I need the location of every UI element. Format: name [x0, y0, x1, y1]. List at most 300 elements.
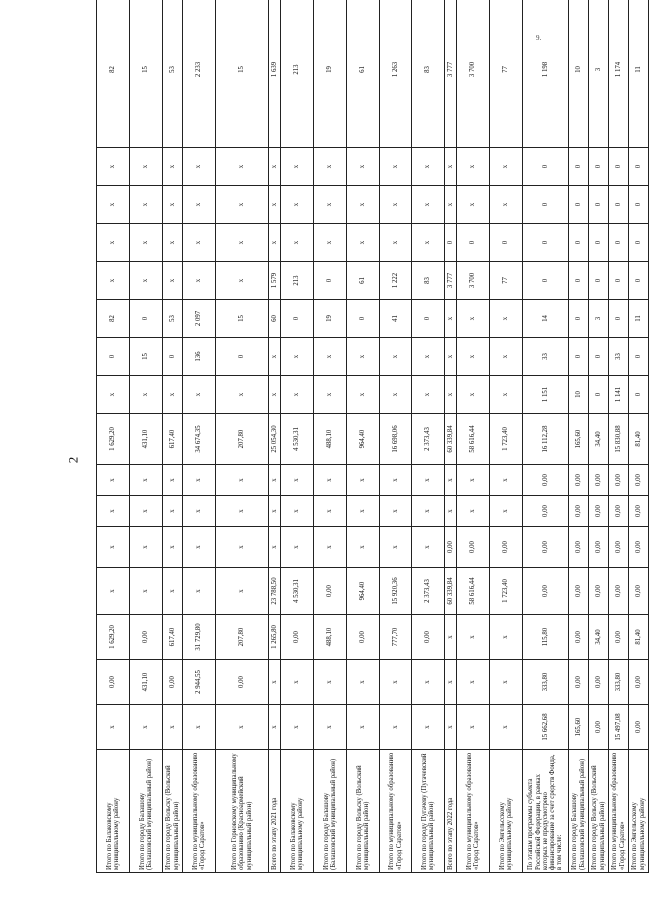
value-cell: x: [457, 186, 490, 224]
value-cell: x: [412, 496, 445, 527]
value-cell: x: [97, 705, 130, 750]
value-cell: 0,00: [589, 496, 609, 527]
value-cell: 207,80: [216, 615, 269, 660]
value-cell: 0: [569, 262, 589, 300]
value-cell: x: [269, 660, 281, 705]
value-cell: 0: [609, 262, 629, 300]
value-cell: x: [163, 705, 183, 750]
value-cell: x: [490, 376, 523, 414]
value-cell: 777,70: [380, 615, 412, 660]
value-cell: 488,10: [314, 615, 347, 660]
value-cell: 77: [490, 262, 523, 300]
value-cell: x: [163, 224, 183, 262]
value-cell: 0: [97, 338, 130, 376]
value-cell: x: [347, 660, 380, 705]
value-cell: x: [314, 186, 347, 224]
value-cell: 1 629,20: [97, 615, 130, 660]
value-cell: x: [183, 527, 216, 568]
value-cell: x: [412, 148, 445, 186]
value-cell: 1 174: [609, 0, 629, 148]
value-cell: x: [412, 338, 445, 376]
value-cell: x: [269, 527, 281, 568]
value-cell: x: [380, 527, 412, 568]
value-cell: 1 723,40: [490, 414, 523, 465]
value-cell: 213: [281, 262, 314, 300]
value-cell: 0,00: [347, 615, 380, 660]
value-cell: 0,00: [589, 705, 609, 750]
value-cell: 61: [347, 0, 380, 148]
value-cell: x: [163, 376, 183, 414]
value-cell: 0: [163, 338, 183, 376]
value-cell: x: [281, 148, 314, 186]
value-cell: x: [281, 660, 314, 705]
value-cell: 0,00: [589, 660, 609, 705]
value-cell: x: [490, 300, 523, 338]
value-cell: 207,80: [216, 414, 269, 465]
value-cell: x: [314, 496, 347, 527]
value-cell: x: [347, 496, 380, 527]
value-cell: x: [490, 148, 523, 186]
value-cell: 0: [569, 300, 589, 338]
table-row: [130, 0, 163, 873]
value-cell: 617,40: [163, 615, 183, 660]
value-cell: x: [490, 338, 523, 376]
value-cell: 16 112,28: [523, 414, 569, 465]
value-cell: x: [314, 224, 347, 262]
value-cell: 0: [609, 300, 629, 338]
value-cell: 2 233: [183, 0, 216, 148]
value-cell: x: [216, 262, 269, 300]
page-number: 2: [65, 456, 81, 464]
value-cell: 4 530,31: [281, 568, 314, 615]
value-cell: 0: [609, 224, 629, 262]
value-cell: 3 700: [457, 262, 490, 300]
value-cell: 0: [589, 338, 609, 376]
value-cell: 0: [412, 300, 445, 338]
value-cell: 33: [609, 338, 629, 376]
value-cell: x: [412, 224, 445, 262]
value-cell: 0: [523, 186, 569, 224]
value-cell: x: [130, 148, 163, 186]
value-cell: 0,00: [589, 465, 609, 496]
value-cell: 0,00: [523, 465, 569, 496]
value-cell: x: [281, 338, 314, 376]
value-cell: x: [412, 376, 445, 414]
value-cell: 0: [589, 148, 609, 186]
value-cell: x: [183, 568, 216, 615]
value-cell: 0: [569, 148, 589, 186]
value-cell: 10: [569, 0, 589, 148]
value-cell: x: [97, 496, 130, 527]
value-cell: x: [163, 148, 183, 186]
value-cell: 15: [216, 300, 269, 338]
value-cell: x: [269, 224, 281, 262]
row-label-cell: Всего по этапу 2022 года: [445, 750, 457, 873]
value-cell: x: [269, 465, 281, 496]
table-row: [183, 0, 216, 873]
value-cell: x: [163, 465, 183, 496]
value-cell: 0,00: [569, 527, 589, 568]
value-cell: 1 265,80: [269, 615, 281, 660]
value-cell: x: [183, 148, 216, 186]
value-cell: x: [183, 376, 216, 414]
value-cell: x: [457, 338, 490, 376]
value-cell: 0,00: [412, 615, 445, 660]
row-label-cell: Итого по городу Вольску (Вольский муниципальный район): [163, 750, 183, 873]
value-cell: x: [347, 224, 380, 262]
value-cell: x: [380, 338, 412, 376]
value-cell: 53: [163, 0, 183, 148]
value-cell: 15 920,36: [380, 568, 412, 615]
value-cell: x: [130, 527, 163, 568]
value-cell: x: [457, 300, 490, 338]
value-cell: 3 777: [445, 0, 457, 148]
value-cell: 0,00: [569, 615, 589, 660]
value-cell: 60 339,84: [445, 568, 457, 615]
value-cell: x: [347, 376, 380, 414]
value-cell: 15: [130, 338, 163, 376]
value-cell: x: [130, 262, 163, 300]
row-label-cell: Итого по городу Балашову (Балашовский муниципальный район): [314, 750, 347, 873]
value-cell: x: [163, 527, 183, 568]
value-cell: 964,40: [347, 414, 380, 465]
table-row: [347, 0, 380, 873]
value-cell: 0: [629, 148, 649, 186]
value-cell: x: [314, 148, 347, 186]
table-row: [97, 0, 130, 873]
value-cell: 0,00: [589, 568, 609, 615]
value-cell: x: [347, 705, 380, 750]
value-cell: 1 639: [269, 0, 281, 148]
value-cell: x: [269, 338, 281, 376]
value-cell: 0: [523, 224, 569, 262]
value-cell: 83: [412, 0, 445, 148]
value-cell: x: [445, 300, 457, 338]
value-cell: x: [347, 186, 380, 224]
value-cell: x: [281, 224, 314, 262]
row-label-cell: Итого по Балаковскому муниципальному району: [281, 750, 314, 873]
value-cell: 3: [589, 0, 609, 148]
value-cell: 2 373,43: [412, 414, 445, 465]
value-cell: x: [183, 262, 216, 300]
value-cell: 0,00: [523, 527, 569, 568]
value-cell: 0,00: [609, 496, 629, 527]
value-cell: 431,10: [130, 660, 163, 705]
value-cell: x: [97, 376, 130, 414]
table-row: [523, 0, 569, 873]
value-cell: 3: [589, 300, 609, 338]
value-cell: 19: [314, 0, 347, 148]
table-row: [457, 0, 490, 873]
value-cell: 0,00: [609, 568, 629, 615]
value-cell: 1 629,20: [97, 414, 130, 465]
value-cell: 2 097: [183, 300, 216, 338]
value-cell: x: [380, 496, 412, 527]
value-cell: x: [445, 148, 457, 186]
value-cell: x: [445, 615, 457, 660]
value-cell: x: [457, 376, 490, 414]
value-cell: 15 497,08: [609, 705, 629, 750]
value-cell: 19: [314, 300, 347, 338]
value-cell: x: [97, 465, 130, 496]
value-cell: x: [163, 186, 183, 224]
value-cell: x: [163, 568, 183, 615]
value-cell: 15: [130, 0, 163, 148]
value-cell: x: [183, 496, 216, 527]
value-cell: 0: [281, 300, 314, 338]
resettlement-table: [96, 0, 649, 873]
value-cell: 0: [609, 148, 629, 186]
value-cell: 2 373,43: [412, 568, 445, 615]
value-cell: x: [380, 465, 412, 496]
value-cell: 0: [589, 262, 609, 300]
row-label-cell: Итого по муниципальному образованию «Город Саратов»: [380, 750, 412, 873]
value-cell: 82: [97, 300, 130, 338]
table-row: [412, 0, 445, 873]
value-cell: 83: [412, 262, 445, 300]
value-cell: 0,00: [445, 527, 457, 568]
value-cell: 0: [490, 224, 523, 262]
value-cell: x: [130, 224, 163, 262]
value-cell: x: [314, 527, 347, 568]
value-cell: 165,60: [569, 414, 589, 465]
value-cell: 488,10: [314, 414, 347, 465]
value-cell: 1 579: [269, 262, 281, 300]
row-label-cell: Итого по городу Балашову (Балашовский муниципальный район): [130, 750, 163, 873]
value-cell: x: [216, 496, 269, 527]
table-row: [163, 0, 183, 873]
value-cell: x: [380, 705, 412, 750]
value-cell: 0: [457, 224, 490, 262]
table-row: [216, 0, 269, 873]
value-cell: x: [130, 496, 163, 527]
value-cell: x: [490, 660, 523, 705]
value-cell: x: [457, 465, 490, 496]
value-cell: x: [380, 224, 412, 262]
table-row: [589, 0, 609, 873]
value-cell: x: [130, 465, 163, 496]
value-cell: x: [216, 224, 269, 262]
value-cell: 617,40: [163, 414, 183, 465]
value-cell: x: [216, 568, 269, 615]
value-cell: x: [216, 376, 269, 414]
value-cell: x: [269, 186, 281, 224]
value-cell: x: [445, 376, 457, 414]
value-cell: x: [380, 660, 412, 705]
value-cell: x: [490, 496, 523, 527]
value-cell: x: [183, 224, 216, 262]
value-cell: x: [269, 496, 281, 527]
value-cell: 0,00: [629, 527, 649, 568]
value-cell: x: [183, 186, 216, 224]
value-cell: x: [97, 527, 130, 568]
value-cell: x: [281, 527, 314, 568]
value-cell: 15: [216, 0, 269, 148]
value-cell: x: [314, 705, 347, 750]
value-cell: 1 141: [609, 376, 629, 414]
value-cell: x: [347, 465, 380, 496]
value-cell: 1 723,40: [490, 568, 523, 615]
value-cell: x: [457, 615, 490, 660]
value-cell: x: [490, 615, 523, 660]
value-cell: 0,00: [629, 496, 649, 527]
value-cell: x: [130, 568, 163, 615]
value-cell: 77: [490, 0, 523, 148]
row-label-cell: Итого по городу Балашову (Балашовский муниципальный район): [569, 750, 589, 873]
value-cell: 23 788,50: [269, 568, 281, 615]
value-cell: 11: [629, 0, 649, 148]
value-cell: x: [269, 376, 281, 414]
value-cell: x: [347, 148, 380, 186]
value-cell: x: [216, 527, 269, 568]
row-label-cell: Итого по муниципальному образованию «Город Саратов»: [457, 750, 490, 873]
value-cell: x: [183, 705, 216, 750]
value-cell: 964,40: [347, 568, 380, 615]
value-cell: x: [97, 262, 130, 300]
value-cell: x: [130, 376, 163, 414]
table-row: [281, 0, 314, 873]
value-cell: x: [216, 705, 269, 750]
value-cell: 58 616,44: [457, 568, 490, 615]
value-cell: 60: [269, 300, 281, 338]
value-cell: x: [490, 186, 523, 224]
value-cell: x: [216, 148, 269, 186]
value-cell: 0,00: [629, 465, 649, 496]
value-cell: 0,00: [130, 615, 163, 660]
value-cell: x: [281, 186, 314, 224]
value-cell: 0: [569, 338, 589, 376]
value-cell: x: [445, 496, 457, 527]
value-cell: 3 777: [445, 262, 457, 300]
value-cell: 0: [314, 262, 347, 300]
value-cell: 333,80: [609, 660, 629, 705]
value-cell: x: [97, 568, 130, 615]
value-cell: x: [314, 465, 347, 496]
rotated-table-wrapper: [96, 34, 646, 873]
value-cell: 0,00: [523, 568, 569, 615]
value-cell: 58 616,44: [457, 414, 490, 465]
row-label-cell: Итого по городу Вольску (Вольский муниципальный район): [347, 750, 380, 873]
value-cell: 0,00: [569, 568, 589, 615]
value-cell: x: [445, 705, 457, 750]
value-cell: x: [445, 338, 457, 376]
value-cell: 81,40: [629, 615, 649, 660]
value-cell: 165,60: [569, 705, 589, 750]
value-cell: 333,80: [523, 660, 569, 705]
row-label-cell: Всего по этапу 2021 года: [269, 750, 281, 873]
value-cell: 15 662,68: [523, 705, 569, 750]
value-cell: x: [347, 527, 380, 568]
value-cell: 0: [589, 186, 609, 224]
value-cell: 0: [589, 376, 609, 414]
value-cell: x: [163, 262, 183, 300]
value-cell: x: [490, 705, 523, 750]
value-cell: 0: [347, 300, 380, 338]
value-cell: 34,40: [589, 414, 609, 465]
value-cell: x: [412, 186, 445, 224]
value-cell: x: [163, 496, 183, 527]
value-cell: 0,00: [163, 660, 183, 705]
value-cell: x: [412, 527, 445, 568]
value-cell: 1 151: [523, 376, 569, 414]
value-cell: x: [281, 705, 314, 750]
value-cell: 31 729,80: [183, 615, 216, 660]
value-cell: x: [269, 148, 281, 186]
row-label-cell: Итого по Балаковскому муниципальному району: [97, 750, 130, 873]
value-cell: 25 054,30: [269, 414, 281, 465]
value-cell: x: [380, 186, 412, 224]
value-cell: x: [457, 705, 490, 750]
value-cell: 0,00: [629, 660, 649, 705]
value-cell: x: [445, 186, 457, 224]
table-row: [445, 0, 457, 873]
value-cell: 0,00: [629, 568, 649, 615]
row-label-cell: Итого по муниципальному образованию «Город Саратов»: [183, 750, 216, 873]
value-cell: x: [380, 376, 412, 414]
row-label-cell: Итого по Энгельсскому муниципальному району: [629, 750, 649, 873]
value-cell: 11: [629, 300, 649, 338]
value-cell: 61: [347, 262, 380, 300]
value-cell: 0,00: [589, 527, 609, 568]
value-cell: 4 530,31: [281, 414, 314, 465]
value-cell: 0,00: [216, 660, 269, 705]
value-cell: x: [412, 465, 445, 496]
value-cell: x: [457, 496, 490, 527]
value-cell: 0,00: [490, 527, 523, 568]
value-cell: 15 830,88: [609, 414, 629, 465]
value-cell: 0,00: [569, 496, 589, 527]
value-cell: 10: [569, 376, 589, 414]
value-cell: 2 944,55: [183, 660, 216, 705]
value-cell: 0,00: [457, 527, 490, 568]
value-cell: x: [380, 148, 412, 186]
value-cell: 0: [629, 338, 649, 376]
value-cell: x: [314, 660, 347, 705]
value-cell: 0,00: [569, 660, 589, 705]
table-row: [609, 0, 629, 873]
value-cell: 0: [569, 186, 589, 224]
table-row: [314, 0, 347, 873]
value-cell: x: [347, 338, 380, 376]
value-cell: 1 222: [380, 262, 412, 300]
value-cell: 0: [523, 262, 569, 300]
table-row: [380, 0, 412, 873]
value-cell: 0,00: [281, 615, 314, 660]
value-cell: x: [130, 705, 163, 750]
value-cell: x: [183, 465, 216, 496]
row-label-cell: Итого по Горновскому муниципальному образованию (Красноармейский муниципальный район): [216, 750, 269, 873]
value-cell: 0: [629, 376, 649, 414]
value-cell: 81,40: [629, 414, 649, 465]
table-row: [490, 0, 523, 873]
value-cell: 0,00: [314, 568, 347, 615]
value-cell: 1 198: [523, 0, 569, 148]
table-row: [629, 0, 649, 873]
value-cell: x: [281, 465, 314, 496]
value-cell: x: [216, 465, 269, 496]
value-cell: 41: [380, 300, 412, 338]
value-cell: 0,00: [609, 615, 629, 660]
value-cell: x: [490, 465, 523, 496]
row-label-cell: Итого по городу Вольску (Вольский муниципальный район): [589, 750, 609, 873]
value-cell: x: [314, 376, 347, 414]
value-cell: x: [314, 338, 347, 376]
value-cell: 34 674,35: [183, 414, 216, 465]
value-cell: 34,40: [589, 615, 609, 660]
value-cell: 0: [445, 224, 457, 262]
value-cell: x: [97, 186, 130, 224]
value-cell: 0: [523, 148, 569, 186]
